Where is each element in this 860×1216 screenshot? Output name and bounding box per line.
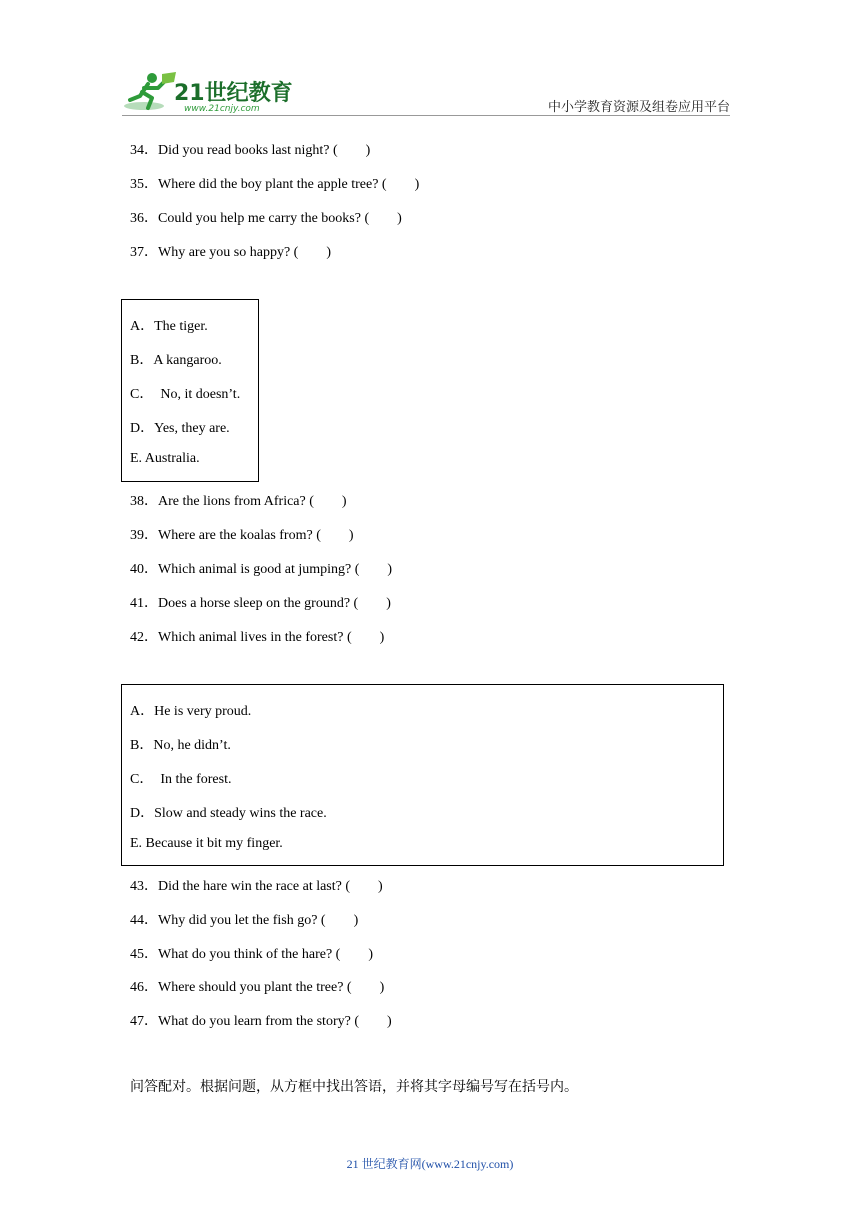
option-c: C． In the forest. <box>130 772 232 787</box>
instruction-text: 问答配对。根据问题，从方框中找出答语，并将其字母编号写在括号内。 <box>130 1079 578 1095</box>
option-b: B．No, he didn’t. <box>130 738 231 753</box>
option-a: A．He is very proud. <box>130 704 252 719</box>
runner-icon <box>122 70 292 114</box>
site-logo <box>122 70 292 114</box>
question-37: 37．Why are you so happy? ( ) <box>130 245 332 260</box>
options-box-story <box>121 684 724 866</box>
question-40: 40．Which animal is good at jumping? ( ) <box>130 562 393 577</box>
question-36: 36．Could you help me carry the books? ( ) <box>130 211 402 226</box>
question-43: 43．Did the hare win the race at last? ( ) <box>130 879 383 894</box>
option-c: C． No, it doesn’t. <box>130 387 241 402</box>
question-41: 41．Does a horse sleep on the ground? ( ) <box>130 596 391 611</box>
question-42: 42．Which animal lives in the forest? ( ) <box>130 630 385 645</box>
question-45: 45．What do you think of the hare? ( ) <box>130 947 373 962</box>
logo-text: 21世纪教育 <box>174 81 292 106</box>
question-39: 39．Where are the koalas from? ( ) <box>130 528 354 543</box>
question-38: 38．Are the lions from Africa? ( ) <box>130 494 347 509</box>
question-34: 34．Did you read books last night? ( ) <box>130 143 371 158</box>
question-35: 35．Where did the boy plant the apple tree? ( ) <box>130 177 420 192</box>
options-box-animals <box>121 299 259 482</box>
option-d: D．Yes, they are. <box>130 421 230 436</box>
option-e: E. Australia. <box>130 451 200 466</box>
question-46: 46．Where should you plant the tree? ( ) <box>130 980 385 995</box>
option-d: D．Slow and steady wins the race. <box>130 806 327 821</box>
logo-url: www.21cnjy.com <box>184 104 260 114</box>
header-divider <box>122 115 730 116</box>
platform-title: 中小学教育资源及组卷应用平台 <box>547 100 730 115</box>
question-47: 47．What do you learn from the story? ( ) <box>130 1014 392 1029</box>
option-a: A．The tiger. <box>130 319 208 334</box>
footer-text[interactable]: 21 世纪教育网(www.21cnjy.com) <box>346 1157 514 1171</box>
option-b: B．A kangaroo. <box>130 353 222 368</box>
option-e: E. Because it bit my finger. <box>130 836 283 851</box>
question-44: 44．Why did you let the fish go? ( ) <box>130 913 359 928</box>
